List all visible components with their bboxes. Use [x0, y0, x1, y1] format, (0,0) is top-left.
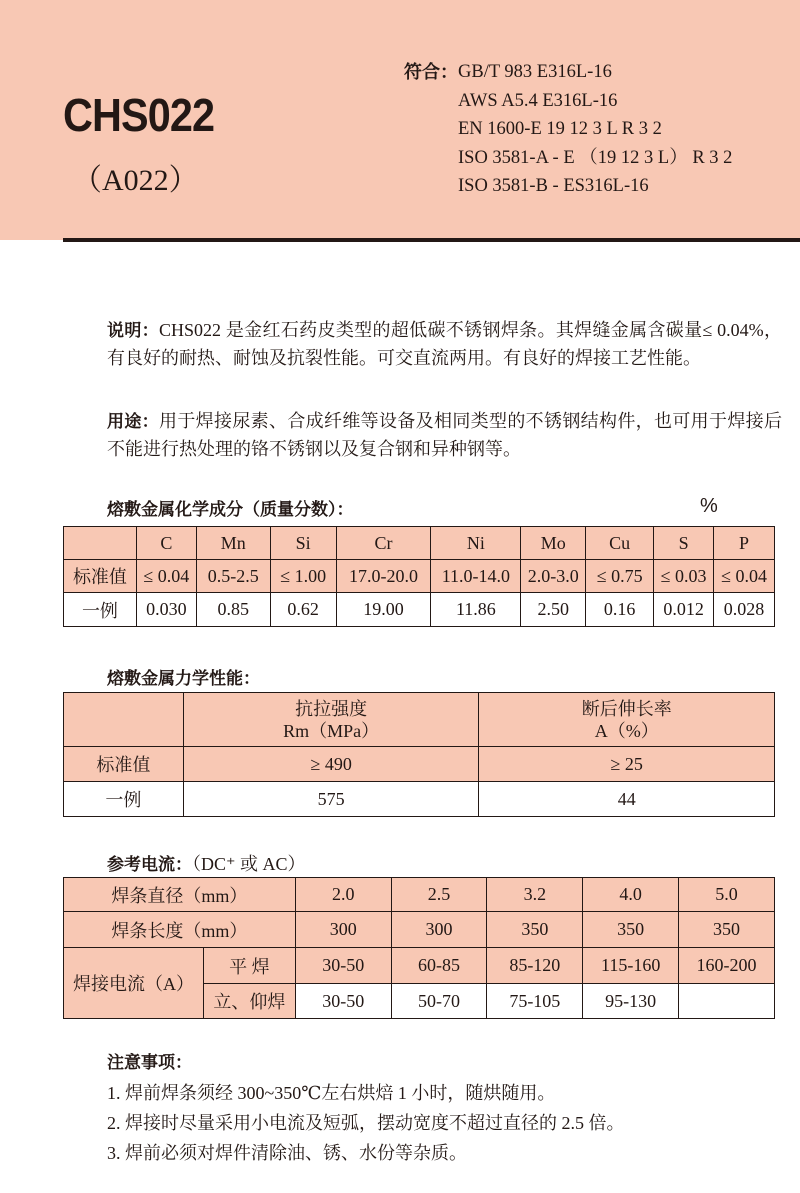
mechanical-table: [63, 692, 775, 817]
mechanical-cell: 575: [183, 782, 479, 817]
chemical-table: [63, 526, 775, 627]
chemical-cell: 2.50: [521, 593, 586, 627]
chemical-cell: 19.00: [336, 593, 431, 627]
chemical-header-cell: S: [654, 527, 714, 560]
row-label: 一例: [64, 593, 137, 627]
row-label: 标准值: [64, 747, 184, 782]
chemical-cell: ≤ 0.03: [654, 560, 714, 593]
chemical-example-row: [64, 593, 775, 627]
model-title: CHS022: [63, 89, 215, 141]
vertical-cell: [679, 984, 775, 1019]
mechanical-cell: ≥ 490: [183, 747, 479, 782]
conformity-item: GB/T 983 E316L-16: [458, 62, 612, 82]
mechanical-standard-row: [64, 747, 775, 782]
tensile-header-line2: Rm（MPa）: [283, 720, 380, 741]
mechanical-corner-cell: [64, 693, 184, 747]
chemical-cell: ≤ 1.00: [270, 560, 336, 593]
conformity-item: EN 1600-E 19 12 3 L R 3 2: [458, 119, 662, 139]
chemical-header-cell: Mn: [196, 527, 270, 560]
conformity-list: [458, 58, 732, 201]
notes-title: 注意事项：: [107, 1053, 192, 1073]
current-table: [63, 877, 775, 1019]
current-title: [107, 850, 306, 876]
flat-cell: 30-50: [295, 948, 391, 984]
flat-cell: 115-160: [583, 948, 679, 984]
chemical-header-cell: Si: [270, 527, 336, 560]
flat-cell: 60-85: [391, 948, 487, 984]
flat-row: [64, 948, 775, 984]
chemical-header-cell: C: [136, 527, 196, 560]
chemical-cell: 0.16: [586, 593, 654, 627]
chemical-cell: ≤ 0.04: [714, 560, 775, 593]
flat-cell: 85-120: [487, 948, 583, 984]
chemical-unit: %: [700, 495, 718, 517]
chemical-cell: 2.0-3.0: [521, 560, 586, 593]
diameter-cell: 2.0: [295, 878, 391, 912]
diameter-label: 焊条直径（mm）: [64, 878, 296, 912]
chemical-cell: 0.030: [136, 593, 196, 627]
conformity-item: AWS A5.4 E316L-16: [458, 90, 618, 111]
notes-list: [107, 1078, 625, 1168]
length-cell: 300: [295, 912, 391, 948]
length-cell: 350: [679, 912, 775, 948]
length-label: 焊条长度（mm）: [64, 912, 296, 948]
flat-cell: 160-200: [679, 948, 775, 984]
chemical-cell: 11.0-14.0: [431, 560, 521, 593]
flat-label: 平 焊: [203, 948, 295, 984]
usage-label: 用途：: [107, 412, 159, 432]
elongation-header: [479, 693, 775, 747]
chemical-cell: 17.0-20.0: [336, 560, 431, 593]
conformity-label: 符合：: [404, 62, 458, 83]
note-item: 3. 焊前必须对焊件清除油、锈、水份等杂质。: [107, 1143, 467, 1163]
note-item: 2. 焊接时尽量采用小电流及短弧，摆动宽度不超过直径的 2.5 倍。: [107, 1113, 625, 1133]
chemical-cell: 0.5-2.5: [196, 560, 270, 593]
model-subtitle: （A022）: [72, 164, 199, 197]
vertical-cell: 30-50: [295, 984, 391, 1019]
chemical-cell: ≤ 0.04: [136, 560, 196, 593]
mechanical-header-row: [64, 693, 775, 747]
length-row: [64, 912, 775, 948]
chemical-header-cell: P: [714, 527, 775, 560]
chemical-cell: 0.85: [196, 593, 270, 627]
conformity-item: ISO 3581-B - ES316L-16: [458, 176, 649, 196]
chemical-header-cell: Mo: [521, 527, 586, 560]
diameter-row: [64, 878, 775, 912]
chemical-header-cell: Ni: [431, 527, 521, 560]
mechanical-cell: ≥ 25: [479, 747, 775, 782]
description-paragraph: [107, 317, 782, 372]
chemical-header-row: [64, 527, 775, 560]
length-cell: 300: [391, 912, 487, 948]
current-title-text: 参考电流：: [107, 855, 192, 875]
diameter-cell: 4.0: [583, 878, 679, 912]
row-label: 一例: [64, 782, 184, 817]
vertical-label: 立、仰焊: [203, 984, 295, 1019]
tensile-header: [183, 693, 479, 747]
chemical-corner-cell: [64, 527, 137, 560]
vertical-cell: 75-105: [487, 984, 583, 1019]
chemical-standard-row: [64, 560, 775, 593]
chemical-header-cell: Cr: [336, 527, 431, 560]
diameter-cell: 2.5: [391, 878, 487, 912]
diameter-cell: 3.2: [487, 878, 583, 912]
chemical-title: 熔敷金属化学成分（质量分数）：: [107, 500, 354, 520]
mechanical-title: 熔敷金属力学性能：: [107, 669, 260, 689]
chemical-cell: ≤ 0.75: [586, 560, 654, 593]
mechanical-example-row: [64, 782, 775, 817]
diameter-cell: 5.0: [679, 878, 775, 912]
current-title-note: （DC⁺ 或 AC）: [192, 854, 306, 874]
chemical-cell: 0.62: [270, 593, 336, 627]
chemical-cell: 0.028: [714, 593, 775, 627]
vertical-cell: 95-130: [583, 984, 679, 1019]
vertical-cell: 50-70: [391, 984, 487, 1019]
elongation-header-line1: 断后伸长率: [581, 698, 672, 719]
description-label: 说明：: [107, 321, 159, 341]
row-label: 标准值: [64, 560, 137, 593]
usage-text: 用于焊接尿素、合成纤维等设备及相同类型的不锈钢结构件，也可用于焊接后不能进行热处理的铬不锈钢以及复合钢和异种钢等。: [107, 411, 782, 459]
chemical-cell: 11.86: [431, 593, 521, 627]
length-cell: 350: [583, 912, 679, 948]
tensile-header-line1: 抗拉强度: [295, 698, 368, 719]
current-label: 焊接电流（A）: [64, 948, 204, 1019]
usage-paragraph: [107, 408, 782, 463]
length-cell: 350: [487, 912, 583, 948]
chemical-cell: 0.012: [654, 593, 714, 627]
description-text: CHS022 是金红石药皮类型的超低碳不锈钢焊条。其焊缝金属含碳量≤ 0.04%，有良好的耐热、耐蚀及抗裂性能。可交直流两用。有良好的焊接工艺性能。: [107, 320, 783, 368]
mechanical-cell: 44: [479, 782, 775, 817]
chemical-header-cell: Cu: [586, 527, 654, 560]
elongation-header-line2: A（%）: [594, 720, 659, 741]
note-item: 1. 焊前焊条须经 300~350℃左右烘焙 1 小时，随烘随用。: [107, 1083, 556, 1103]
header-rule: [63, 238, 800, 242]
conformity-item: ISO 3581-A - E （19 12 3 L） R 3 2: [458, 147, 733, 168]
